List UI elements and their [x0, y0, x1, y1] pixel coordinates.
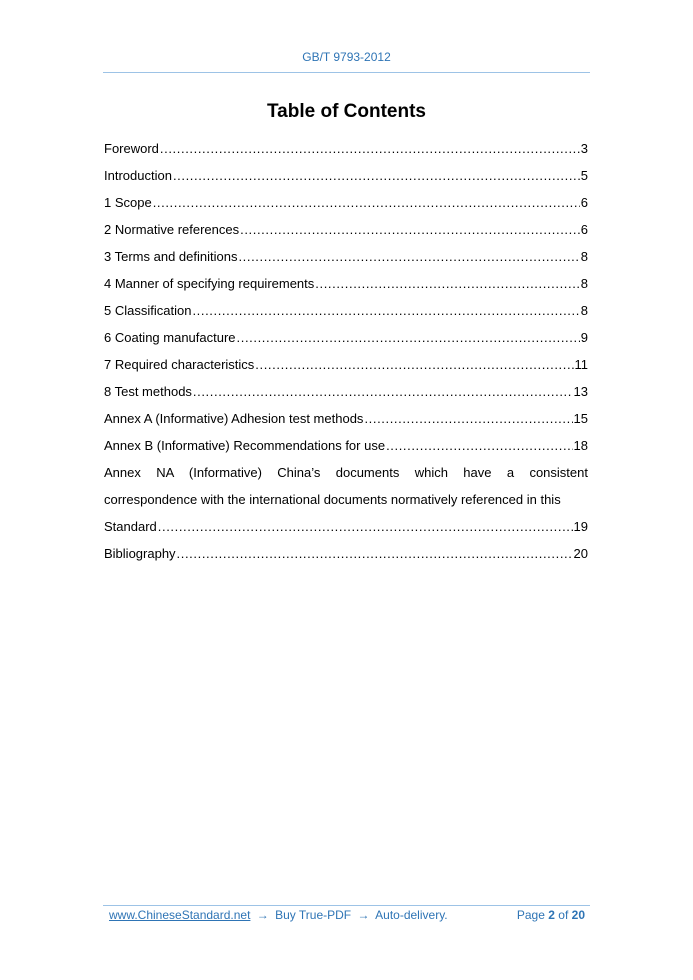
toc-entry-page: 8: [580, 249, 588, 264]
toc-entry-label: 4 Manner of specifying requirements: [104, 276, 315, 291]
site-link[interactable]: www.ChineseStandard.net: [109, 908, 251, 922]
toc-entry-label: 1 Scope: [104, 195, 152, 210]
toc-entry-label: 7 Required characteristics: [104, 357, 255, 372]
toc-entry-annex-a[interactable]: [104, 405, 588, 432]
toc-entry-label: Annex A (Informative) Adhesion test methods: [104, 411, 364, 426]
toc-entry-required-characteristics[interactable]: [104, 351, 588, 378]
toc-entry-label-line3-row: [104, 513, 588, 540]
dot-leader: [240, 216, 580, 243]
header-standard-code: GB/T 9793-2012: [302, 50, 391, 64]
toc-entry-label: Introduction: [104, 168, 172, 183]
toc-entry-label-line3: Standard: [104, 519, 157, 534]
footer: [109, 908, 587, 926]
toc-entry-normative-references[interactable]: [104, 216, 588, 243]
page-current: 2: [548, 908, 555, 922]
toc-entry-label: 8 Test methods: [104, 384, 192, 399]
dot-leader: [160, 135, 580, 162]
toc-entry-label-line2: correspondence with the international documents normatively referenced in this: [104, 492, 561, 507]
toc-entry-label-line1: Annex NA (Informative) China’s documents which have a consistent: [104, 465, 588, 480]
arrow-right-icon: →: [357, 908, 370, 922]
dot-leader: [238, 243, 579, 270]
page-of: of: [558, 908, 569, 922]
toc-entry-page: 20: [573, 546, 588, 561]
toc-entry-page: 11: [574, 357, 588, 372]
toc-entry-introduction[interactable]: [104, 162, 588, 189]
auto-delivery-text: Auto-delivery.: [375, 908, 448, 922]
toc-entry-label: Foreword: [104, 141, 159, 156]
toc-entry-terms-definitions[interactable]: [104, 243, 588, 270]
toc-entry-classification[interactable]: [104, 297, 588, 324]
dot-leader: [237, 324, 580, 351]
dot-leader: [386, 432, 572, 459]
page-indicator: [517, 908, 585, 922]
toc-entry-label: 3 Terms and definitions: [104, 249, 238, 264]
header-divider: [103, 72, 590, 73]
toc-entry-label: 6 Coating manufacture: [104, 330, 236, 345]
toc-entry-test-methods[interactable]: [104, 378, 588, 405]
toc-entry-label: Annex B (Informative) Recommendations for use: [104, 438, 386, 453]
toc-entry-label: 2 Normative references: [104, 222, 240, 237]
toc-entry-page: 18: [573, 438, 588, 453]
toc-entry-page: 5: [580, 168, 588, 183]
toc-entry-page: 8: [580, 303, 588, 318]
dot-leader: [193, 378, 573, 405]
toc-entry-label: 5 Classification: [104, 303, 192, 318]
buy-true-pdf-text: Buy True-PDF: [275, 908, 352, 922]
toc-entry-page: 8: [580, 276, 588, 291]
dot-leader: [173, 162, 580, 189]
toc-title: Table of Contents: [266, 101, 427, 122]
toc-entry-scope[interactable]: [104, 189, 588, 216]
arrow-right-icon: →: [256, 908, 269, 922]
dot-leader: [192, 297, 579, 324]
toc-entry-manner-requirements[interactable]: [104, 270, 588, 297]
page-total: 20: [571, 908, 585, 922]
toc-entry-page: 3: [580, 141, 588, 156]
toc-entry-page: 13: [573, 384, 588, 399]
dot-leader: [315, 270, 579, 297]
toc-entry-coating-manufacture[interactable]: [104, 324, 588, 351]
dot-leader: [158, 513, 573, 540]
dot-leader: [177, 540, 573, 567]
toc-entry-page: 15: [573, 411, 588, 426]
toc-entry-annex-b[interactable]: [104, 432, 588, 459]
dot-leader: [364, 405, 572, 432]
toc-entry-annex-na[interactable]: [104, 459, 588, 540]
toc-entry-page: 6: [580, 222, 588, 237]
toc-entry-bibliography[interactable]: [104, 540, 588, 567]
toc-entry-foreword[interactable]: [104, 135, 588, 162]
toc-entry-page: 19: [573, 519, 588, 534]
toc-entry-page: 6: [580, 195, 588, 210]
page-word: Page: [516, 908, 545, 922]
toc-entry-page: 9: [580, 330, 588, 345]
dot-leader: [255, 351, 573, 378]
dot-leader: [153, 189, 580, 216]
footer-divider: [103, 905, 590, 906]
table-of-contents: [104, 135, 588, 567]
toc-entry-label: Bibliography: [104, 546, 176, 561]
